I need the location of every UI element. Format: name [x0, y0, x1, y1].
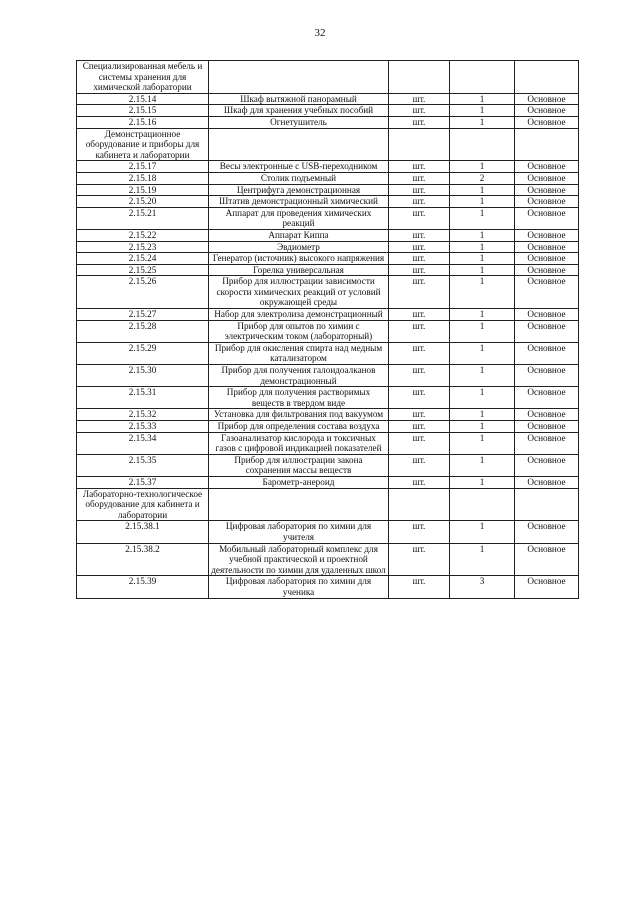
- item-name-cell: Прибор для получения галоидоалканов демонстрационный: [209, 365, 389, 387]
- quantity-cell: 1: [450, 432, 515, 454]
- unit-cell: шт.: [389, 184, 450, 196]
- category-cell: Основное: [515, 365, 579, 387]
- item-number-cell: 2.15.35: [77, 454, 209, 476]
- table-row: [77, 543, 579, 576]
- unit-cell: шт.: [389, 576, 450, 598]
- item-number-cell: 2.15.33: [77, 421, 209, 433]
- table-row: [77, 342, 579, 364]
- item-number-cell: 2.15.27: [77, 309, 209, 321]
- item-number-cell: 2.15.32: [77, 409, 209, 421]
- item-number-cell: 2.15.26: [77, 276, 209, 309]
- item-number-cell: 2.15.23: [77, 241, 209, 253]
- item-name-cell: Прибор для опытов по химии с электрическим током (лабораторный): [209, 320, 389, 342]
- section-row: [77, 128, 579, 161]
- item-name-cell: Прибор для получения растворимых веществ в твердом виде: [209, 387, 389, 409]
- category-cell: Основное: [515, 161, 579, 173]
- quantity-cell: 1: [450, 409, 515, 421]
- table-row: [77, 184, 579, 196]
- table-row: [77, 207, 579, 229]
- item-number-cell: 2.15.28: [77, 320, 209, 342]
- item-name-cell: Генератор (источник) высокого напряжения: [209, 253, 389, 265]
- item-number-cell: 2.15.39: [77, 576, 209, 598]
- category-cell: Основное: [515, 309, 579, 321]
- item-name-cell: Барометр-анероид: [209, 476, 389, 488]
- unit-cell: шт.: [389, 161, 450, 173]
- item-number-cell: 2.15.34: [77, 432, 209, 454]
- unit-cell: шт.: [389, 432, 450, 454]
- empty-cell: [209, 128, 389, 161]
- item-name-cell: Аппарат Киппа: [209, 229, 389, 241]
- category-cell: Основное: [515, 229, 579, 241]
- table-row: [77, 93, 579, 105]
- section-title: Лабораторно-технологическое оборудование для кабинета и лаборатории: [77, 488, 209, 521]
- table-row: [77, 229, 579, 241]
- item-number-cell: 2.15.21: [77, 207, 209, 229]
- table-row: [77, 432, 579, 454]
- item-number-cell: 2.15.38.2: [77, 543, 209, 576]
- unit-cell: шт.: [389, 241, 450, 253]
- quantity-cell: 1: [450, 105, 515, 117]
- item-number-cell: 2.15.22: [77, 229, 209, 241]
- item-number-cell: 2.15.20: [77, 196, 209, 208]
- item-number-cell: 2.15.38.1: [77, 521, 209, 543]
- table-row: [77, 196, 579, 208]
- item-number-cell: 2.15.18: [77, 172, 209, 184]
- unit-cell: шт.: [389, 264, 450, 276]
- category-cell: Основное: [515, 241, 579, 253]
- empty-cell: [450, 61, 515, 94]
- unit-cell: шт.: [389, 207, 450, 229]
- item-number-cell: 2.15.25: [77, 264, 209, 276]
- unit-cell: шт.: [389, 116, 450, 128]
- item-name-cell: Газоанализатор кислорода и токсичных газов с цифровой индикацией показателей: [209, 432, 389, 454]
- table-row: [77, 454, 579, 476]
- table-row: [77, 576, 579, 598]
- table-row: [77, 276, 579, 309]
- item-number-cell: 2.15.24: [77, 253, 209, 265]
- table-row: [77, 241, 579, 253]
- empty-cell: [515, 488, 579, 521]
- item-number-cell: 2.15.14: [77, 93, 209, 105]
- quantity-cell: 1: [450, 161, 515, 173]
- quantity-cell: 1: [450, 476, 515, 488]
- empty-cell: [209, 488, 389, 521]
- quantity-cell: 1: [450, 421, 515, 433]
- quantity-cell: 1: [450, 387, 515, 409]
- quantity-cell: 1: [450, 521, 515, 543]
- quantity-cell: 1: [450, 207, 515, 229]
- item-name-cell: Шкаф для хранения учебных пособий: [209, 105, 389, 117]
- table-row: [77, 387, 579, 409]
- table-row: [77, 116, 579, 128]
- unit-cell: шт.: [389, 543, 450, 576]
- item-name-cell: Огнетушитель: [209, 116, 389, 128]
- table-row: [77, 309, 579, 321]
- category-cell: Основное: [515, 320, 579, 342]
- quantity-cell: 1: [450, 342, 515, 364]
- item-number-cell: 2.15.15: [77, 105, 209, 117]
- empty-cell: [389, 488, 450, 521]
- item-name-cell: Штатив демонстрационный химический: [209, 196, 389, 208]
- quantity-cell: 2: [450, 172, 515, 184]
- unit-cell: шт.: [389, 521, 450, 543]
- table-row: [77, 476, 579, 488]
- quantity-cell: 1: [450, 309, 515, 321]
- unit-cell: шт.: [389, 476, 450, 488]
- category-cell: Основное: [515, 342, 579, 364]
- unit-cell: шт.: [389, 421, 450, 433]
- quantity-cell: 1: [450, 196, 515, 208]
- item-name-cell: Прибор для иллюстрации закона сохранения массы веществ: [209, 454, 389, 476]
- quantity-cell: 1: [450, 253, 515, 265]
- table-row: [77, 264, 579, 276]
- quantity-cell: 1: [450, 93, 515, 105]
- empty-cell: [389, 128, 450, 161]
- quantity-cell: 3: [450, 576, 515, 598]
- unit-cell: шт.: [389, 454, 450, 476]
- item-name-cell: Цифровая лаборатория по химии для учителя: [209, 521, 389, 543]
- category-cell: Основное: [515, 93, 579, 105]
- table-row: [77, 161, 579, 173]
- category-cell: Основное: [515, 521, 579, 543]
- item-name-cell: Столик подъемный: [209, 172, 389, 184]
- category-cell: Основное: [515, 421, 579, 433]
- item-name-cell: Установка для фильтрования под вакуумом: [209, 409, 389, 421]
- category-cell: Основное: [515, 207, 579, 229]
- quantity-cell: 1: [450, 543, 515, 576]
- category-cell: Основное: [515, 253, 579, 265]
- unit-cell: шт.: [389, 409, 450, 421]
- item-number-cell: 2.15.30: [77, 365, 209, 387]
- unit-cell: шт.: [389, 276, 450, 309]
- section-title: Демонстрационное оборудование и приборы для кабинета и лаборатории: [77, 128, 209, 161]
- category-cell: Основное: [515, 409, 579, 421]
- category-cell: Основное: [515, 172, 579, 184]
- item-name-cell: Прибор для определения состава воздуха: [209, 421, 389, 433]
- category-cell: Основное: [515, 543, 579, 576]
- table-row: [77, 172, 579, 184]
- empty-cell: [389, 61, 450, 94]
- section-row: [77, 61, 579, 94]
- quantity-cell: 1: [450, 184, 515, 196]
- category-cell: Основное: [515, 387, 579, 409]
- unit-cell: шт.: [389, 309, 450, 321]
- table-row: [77, 320, 579, 342]
- item-name-cell: Прибор для окисления спирта над медным катализатором: [209, 342, 389, 364]
- section-row: [77, 488, 579, 521]
- item-name-cell: Мобильный лабораторный комплекс для учебной практической и проектной деятельности по химии для удаленных школ: [209, 543, 389, 576]
- category-cell: Основное: [515, 264, 579, 276]
- category-cell: Основное: [515, 454, 579, 476]
- category-cell: Основное: [515, 105, 579, 117]
- unit-cell: шт.: [389, 342, 450, 364]
- category-cell: Основное: [515, 576, 579, 598]
- quantity-cell: 1: [450, 320, 515, 342]
- unit-cell: шт.: [389, 229, 450, 241]
- item-number-cell: 2.15.17: [77, 161, 209, 173]
- table-row: [77, 253, 579, 265]
- item-name-cell: Центрифуга демонстрационная: [209, 184, 389, 196]
- table-row: [77, 521, 579, 543]
- unit-cell: шт.: [389, 365, 450, 387]
- item-name-cell: Весы электронные с USB-переходником: [209, 161, 389, 173]
- unit-cell: шт.: [389, 93, 450, 105]
- quantity-cell: 1: [450, 116, 515, 128]
- quantity-cell: 1: [450, 454, 515, 476]
- unit-cell: шт.: [389, 105, 450, 117]
- category-cell: Основное: [515, 432, 579, 454]
- item-name-cell: Прибор для иллюстрации зависимости скорости химических реакций от условий окружающей среды: [209, 276, 389, 309]
- section-title: Специализированная мебель и системы хранения для химической лаборатории: [77, 61, 209, 94]
- empty-cell: [450, 488, 515, 521]
- unit-cell: шт.: [389, 320, 450, 342]
- item-name-cell: Аппарат для проведения химических реакций: [209, 207, 389, 229]
- item-number-cell: 2.15.16: [77, 116, 209, 128]
- category-cell: Основное: [515, 184, 579, 196]
- unit-cell: шт.: [389, 387, 450, 409]
- category-cell: Основное: [515, 116, 579, 128]
- item-number-cell: 2.15.31: [77, 387, 209, 409]
- equipment-table: [76, 60, 579, 599]
- category-cell: Основное: [515, 196, 579, 208]
- item-name-cell: Набор для электролиза демонстрационный: [209, 309, 389, 321]
- quantity-cell: 1: [450, 276, 515, 309]
- item-name-cell: Эвдиометр: [209, 241, 389, 253]
- unit-cell: шт.: [389, 253, 450, 265]
- unit-cell: шт.: [389, 196, 450, 208]
- table-row: [77, 421, 579, 433]
- table-row: [77, 365, 579, 387]
- quantity-cell: 1: [450, 229, 515, 241]
- table-row: [77, 105, 579, 117]
- empty-cell: [450, 128, 515, 161]
- item-name-cell: Шкаф вытяжной панорамный: [209, 93, 389, 105]
- table-row: [77, 409, 579, 421]
- unit-cell: шт.: [389, 172, 450, 184]
- empty-cell: [515, 128, 579, 161]
- category-cell: Основное: [515, 276, 579, 309]
- empty-cell: [209, 61, 389, 94]
- empty-cell: [515, 61, 579, 94]
- item-number-cell: 2.15.37: [77, 476, 209, 488]
- category-cell: Основное: [515, 476, 579, 488]
- quantity-cell: 1: [450, 241, 515, 253]
- item-name-cell: Горелка универсальная: [209, 264, 389, 276]
- item-name-cell: Цифровая лаборатория по химии для ученика: [209, 576, 389, 598]
- quantity-cell: 1: [450, 365, 515, 387]
- quantity-cell: 1: [450, 264, 515, 276]
- item-number-cell: 2.15.29: [77, 342, 209, 364]
- page-number: 32: [314, 27, 326, 39]
- item-number-cell: 2.15.19: [77, 184, 209, 196]
